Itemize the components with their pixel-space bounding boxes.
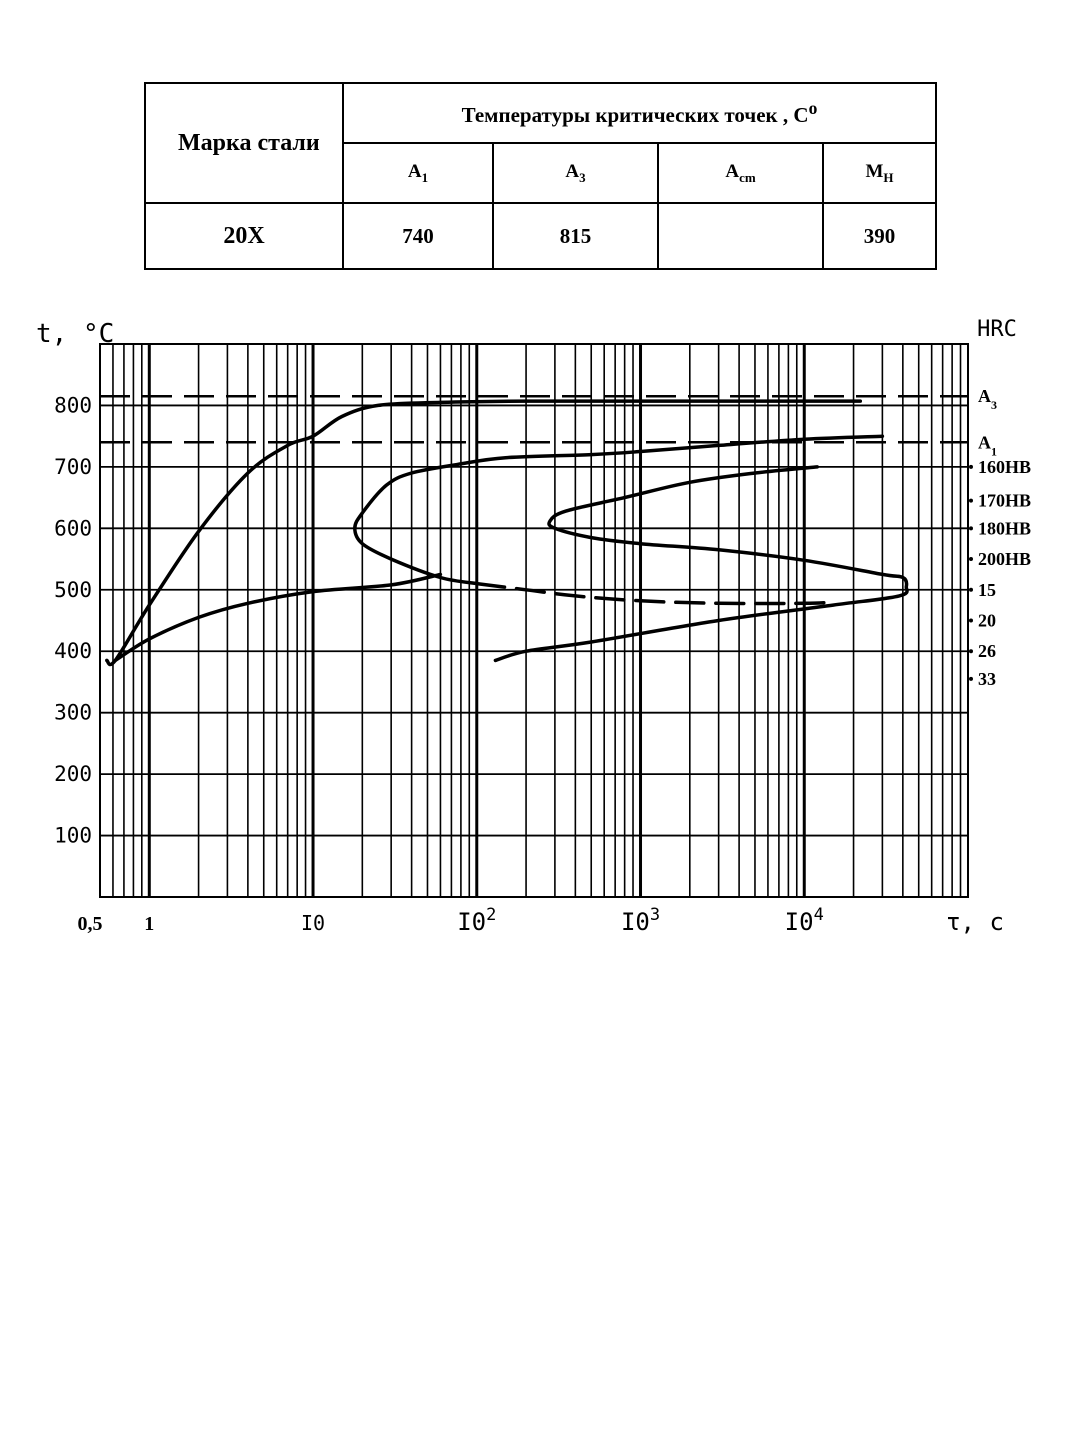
right-axis-label: 20 <box>978 610 996 631</box>
col-a1: $A_1$ <box>343 143 493 203</box>
x-tick-label: $I0^3$ <box>620 905 661 936</box>
right-axis-label: 15 <box>978 579 996 600</box>
critical-temps-header-text: Температуры критических точек , C <box>461 103 809 127</box>
series-curve-1 <box>107 401 861 665</box>
right-tick-dot <box>969 619 973 623</box>
steel-grade-header: Марка стали <box>145 83 343 203</box>
x-tick-label: 0,5 <box>77 913 103 935</box>
right-tick-dot <box>969 526 973 530</box>
x-tick-exponent: 4 <box>813 905 824 925</box>
degree-mark: o <box>808 98 818 118</box>
right-axis-label: 160HB <box>978 456 1032 477</box>
ttt-diagram <box>0 300 1088 960</box>
series-curve-3 <box>355 464 477 584</box>
y-axis-label: t, °C <box>36 319 115 349</box>
right-tick-dot <box>969 557 973 561</box>
right-axis-label: 200HB <box>978 549 1032 570</box>
x-tick-exponent: 3 <box>649 905 661 925</box>
right-tick-dot <box>969 649 973 653</box>
y-tick-label: 300 <box>54 700 92 725</box>
series-curve-4 <box>461 436 883 464</box>
right-tick-dot <box>969 677 973 681</box>
steel-grade-cell: 20X <box>145 203 343 269</box>
chart-grid <box>100 344 968 897</box>
x-tick-label: $I0^2$ <box>457 905 497 936</box>
x-axis-label: τ, c <box>946 908 1004 936</box>
x-tick-label: $I0^4$ <box>784 905 824 936</box>
right-axis-label-sub: 1 <box>991 444 997 459</box>
right-tick-dot <box>969 499 973 503</box>
mn-cell: 390 <box>823 203 936 269</box>
right-axis-label-sub: 3 <box>991 398 997 413</box>
right-axis-label: $A_3$ <box>978 386 997 413</box>
col-acm: $A_{cm}$ <box>658 143 823 203</box>
right-axis-label: 180HB <box>978 518 1032 539</box>
a3-cell: 815 <box>493 203 658 269</box>
y-tick-label: 100 <box>54 823 92 848</box>
y-tick-label: 200 <box>54 762 92 787</box>
x-tick-label: 1 <box>144 913 155 935</box>
col-a3: $A_3$ <box>493 143 658 203</box>
right-axis-label: $A_1$ <box>978 432 997 459</box>
reference-lines <box>100 396 968 442</box>
a1-cell: 740 <box>343 203 493 269</box>
plot-frame <box>100 344 968 897</box>
critical-temps-header <box>343 83 936 143</box>
y-tick-label: 700 <box>54 454 92 479</box>
x-tick-label: I0 <box>300 911 326 935</box>
series-curve-5 <box>495 467 907 661</box>
right-tick-dot <box>969 465 973 469</box>
y-tick-label: 800 <box>54 393 92 418</box>
right-axis-label: 33 <box>978 668 996 689</box>
x-tick-exponent: 2 <box>486 905 497 925</box>
right-tick-dot <box>969 588 973 592</box>
acm-cell <box>658 203 823 269</box>
right-axis-label: 26 <box>978 641 996 662</box>
y-tick-label: 500 <box>54 577 92 602</box>
y-tick-label: 400 <box>54 639 92 664</box>
critical-points-table <box>144 82 937 270</box>
col-mn: $M_H$ <box>823 143 936 203</box>
right-axis-title: HRC <box>977 317 1017 342</box>
right-axis-label: 170HB <box>978 490 1032 511</box>
y-tick-label: 600 <box>54 516 92 541</box>
